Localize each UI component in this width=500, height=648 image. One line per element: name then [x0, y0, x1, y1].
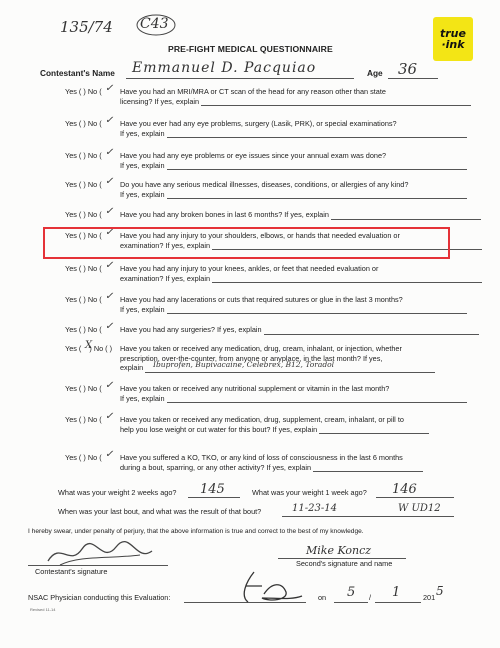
year-suffix: 5 [436, 584, 444, 598]
no-checkmark: ✓ [105, 260, 114, 271]
question-text: Have you had any lacerations or cuts that required sutures or glue in the last 3 months? [120, 295, 403, 304]
yes-no-options: Yes ( ) No ( [65, 295, 102, 304]
answer-line [264, 326, 479, 335]
perjury-statement: I hereby swear, under penalty of perjury, that the above information is true and correct to the best of my knowledge. [28, 528, 364, 535]
no-checkmark: ✓ [105, 115, 114, 126]
no-checkmark: ✓ [105, 449, 114, 460]
second-signature-label: Second's signature and name [296, 559, 393, 568]
question-text-2: prescription, over-the-counter, from anyone or anyplace, in the last month? If yes, [120, 353, 383, 363]
circle-annotation [135, 12, 177, 38]
weight-2-weeks-line [188, 497, 240, 498]
yes-no-options: Yes ( ) No ( [65, 325, 102, 334]
last-bout-label: When was your last bout, and what was the result of that bout? [58, 507, 262, 516]
question-eye-since-exam [65, 147, 485, 173]
physician-signature [226, 568, 306, 608]
yes-no-options: Yes ( ) No ( [65, 453, 102, 462]
second-signature: Mike Koncz [306, 544, 372, 557]
question-explain: examination? If yes, explain [120, 240, 211, 250]
handwritten-top-number: 135/74 [60, 18, 113, 36]
question-text: Have you had any surgeries? If yes, explain [120, 325, 262, 334]
question-explain: If yes, explain [120, 189, 165, 199]
question-explain: If yes, explain [120, 304, 165, 314]
question-knee-ankle-foot-injury [65, 260, 485, 286]
revision-note: Revised 11-14 [30, 607, 56, 612]
yes-no-options: Yes ( ) No ( [65, 210, 102, 219]
age-underline [388, 78, 438, 79]
answer-line [313, 463, 423, 472]
logo-text-top: true [440, 27, 466, 40]
yes-x-mark: X [85, 340, 93, 351]
question-medical-illnesses [65, 176, 485, 202]
last-bout-line [282, 516, 454, 517]
question-medications [65, 340, 485, 376]
question-text: Have you had any eye problems or eye issues since your annual exam was done? [120, 151, 387, 160]
day-line [375, 602, 421, 603]
yes-no-options: Yes ( ) No ( [65, 180, 102, 189]
no-checkmark: ✓ [105, 83, 114, 94]
answer-line [201, 97, 471, 106]
date-day: 1 [392, 585, 401, 600]
question-explain: explain [120, 363, 144, 373]
answer-line [167, 129, 467, 138]
question-text: Do you have any serious medical illnesses, diseases, conditions, or allergies of any kind? [120, 180, 409, 189]
answer-line [319, 425, 429, 434]
question-text: Have you taken or received any nutritional supplement or vitamin in the last month? [120, 384, 390, 393]
question-eye-history [65, 115, 485, 141]
yes-no-options: Yes ( ) No ( [65, 415, 102, 424]
contestant-signature-label: Contestant's signature [35, 567, 108, 576]
weight-2-weeks-value: 145 [200, 482, 225, 497]
no-checkmark: ✓ [105, 380, 114, 391]
no-checkmark: ✓ [105, 411, 114, 422]
age-value: 36 [398, 60, 418, 78]
weight-1-week-line [376, 497, 454, 498]
answer-line [212, 274, 482, 283]
form-title: PRE-FIGHT MEDICAL QUESTIONNAIRE [168, 44, 333, 54]
no-checkmark: ✓ [105, 321, 114, 332]
physician-label: NSAC Physician conducting this Evaluation: [28, 593, 171, 602]
yes-option: Yes ( [65, 344, 82, 353]
answer-line [167, 161, 467, 170]
no-checkmark: ✓ [105, 291, 114, 302]
date-on-label: on [318, 593, 327, 602]
contestant-name-label: Contestant's Name [40, 68, 115, 78]
question-surgeries [65, 321, 485, 337]
no-checkmark: ✓ [105, 176, 114, 187]
question-text: Have you had any broken bones in last 6 months? If yes, explain [120, 210, 329, 219]
question-ko-tko [65, 449, 485, 475]
question-text: Have you suffered a KO, TKO, or any kind of loss of consciousness in the last 6 months [120, 453, 403, 462]
question-weight-loss-drugs [65, 411, 485, 437]
yes-no-options: Yes ( ) No ( [65, 231, 102, 240]
name-underline [126, 78, 354, 79]
true-ink-logo [433, 17, 473, 61]
question-text: Have you had any injury to your knees, ankles, or feet that needed evaluation or [120, 264, 379, 273]
question-explain: If yes, explain [120, 393, 165, 403]
question-explain: examination? If yes, explain [120, 273, 211, 283]
contestant-signature-line [28, 565, 168, 566]
question-text: Have you had any injury to your shoulders, elbows, or hands that needed evaluation or [120, 231, 400, 240]
weight-1-week-label: What was your weight 1 week ago? [252, 488, 367, 497]
question-broken-bones [65, 206, 485, 222]
answer-line [167, 305, 467, 314]
age-label: Age [367, 68, 383, 78]
contestant-name-value: Emmanuel D. Pacquiao [132, 60, 317, 76]
logo-text-bottom: ·ink [441, 38, 465, 51]
no-checkmark: ✓ [105, 227, 114, 238]
question-explain: during a bout, sparring, or any other activity? If yes, explain [120, 462, 312, 472]
question-explain: licensing? If yes, explain [120, 96, 200, 106]
date-month: 5 [347, 585, 356, 600]
question-explain: help you lose weight or cut water for this bout? If yes, explain [120, 424, 318, 434]
question-text: Have you taken or received any medication, drug, supplement, cream, inhalant, or pill to [120, 415, 404, 424]
question-explain: If yes, explain [120, 160, 165, 170]
last-bout-date: 11-23-14 [292, 503, 337, 514]
question-lacerations [65, 291, 485, 317]
yes-no-options: Yes ( ) No ( [65, 264, 102, 273]
yes-no-options: Yes ( ) No ( [65, 384, 102, 393]
weight-1-week-value: 146 [392, 482, 417, 497]
yes-no-options: Yes ( ) No ( [65, 151, 102, 160]
no-checkmark: ✓ [105, 206, 114, 217]
no-checkmark: ✓ [105, 147, 114, 158]
no-option: ) No ( ) [89, 344, 113, 353]
highlight-box [43, 227, 450, 259]
question-mri [65, 83, 485, 109]
question-supplements [65, 380, 485, 406]
answer-line [331, 211, 481, 220]
answer-line [167, 394, 467, 403]
date-slash: / [369, 593, 372, 602]
last-bout-result: W UD12 [398, 503, 441, 514]
year-prefix: 201 [423, 593, 436, 602]
question-text: Have you had an MRI/MRA or CT scan of the head for any reason other than state [120, 87, 386, 96]
question-text: Have you ever had any eye problems, surgery (Lasik, PRK), or special examinations? [120, 119, 397, 128]
weight-2-weeks-label: What was your weight 2 weeks ago? [58, 488, 177, 497]
handwritten-circled-number: C43 [140, 16, 169, 32]
medications-answer: Ibuprofen, Bupivacaine, Celebrex, B12, Toradol [153, 360, 335, 369]
month-line [334, 602, 368, 603]
answer-line [167, 190, 467, 199]
question-explain: If yes, explain [120, 128, 165, 138]
question-text: Have you taken or received any medication, drug, cream, inhalant, or injection, whether [120, 344, 402, 353]
yes-no-options: Yes ( ) No ( [65, 87, 102, 96]
yes-no-options: Yes ( ) No ( [65, 119, 102, 128]
